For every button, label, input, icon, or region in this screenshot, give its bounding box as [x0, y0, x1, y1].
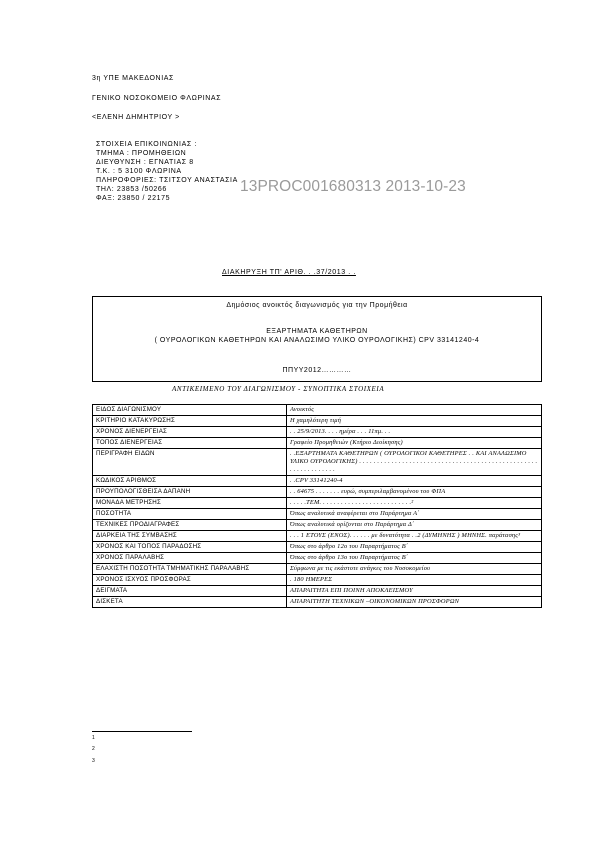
row-value: . . 64675 . . . . . . . ευρώ, συμπεριλαμβανομένου του ΦΠΑ	[287, 487, 542, 498]
table-row	[93, 416, 542, 427]
row-label: ΕΛΑΧΙΣΤΗ ΠΟΣΟΤΗΤΑ ΤΜΗΜΑΤΙΚΗΣ ΠΑΡΑΛΑΒΗΣ	[93, 564, 287, 575]
tender-box-line3: ( ΟΥΡΟΛΟΓΙΚΩΝ ΚΑΘΕΤΗΡΩΝ ΚΑΙ ΑΝΑΛΩΣΙΜΟ ΥΛΙΚΟ ΟΥΡΟΛΟΓΙΚΗΣ) CPV 33141240-4	[154, 337, 480, 344]
contact-phone: ΤΗΛ: 23853 /50266	[96, 186, 167, 193]
contact-postal: Τ.Κ. : 5 3100 ΦΛΩΡΙΝΑ	[96, 168, 182, 175]
header-region: 3η ΥΠΕ ΜΑΚΕΔΟΝΙΑΣ	[92, 75, 174, 82]
table-row	[93, 531, 542, 542]
row-label: ΧΡΟΝΟΣ ΙΣΧΥΟΣ ΠΡΟΣΦΟΡΑΣ	[93, 575, 287, 586]
row-value: . .ΕΞΑΡΤΗΜΑΤΑ ΚΑΘΕΤΗΡΩΝ ( ΟΥΡΟΛΟΓΙΚΟΙ ΚΑΘΕΤΗΡΕΣ . . ΚΑΙ ΑΝΑΛΩΣΙΜΟ ΥΛΙΚΟ ΟΥΡΟΛΟΓΙΚΗΣ) . . . . . . . . . . . . . . . . . . . . . . . . . . . . . . . . . . . . . . . . . . . . . . . . . . . . . . . . . . . . . . .	[287, 449, 542, 476]
row-label: ΧΡΟΝΟΣ ΚΑΙ ΤΟΠΟΣ ΠΑΡΑΔΟΣΗΣ	[93, 542, 287, 553]
table-row	[93, 586, 542, 597]
row-value: ΑΠΑΡΑΙΤΗΤΑ ΕΠΙ ΠΟΙΝΗ ΑΠΟΚΛΕΙΣΜΟΥ	[287, 586, 542, 597]
row-label: ΕΙΔΟΣ ΔΙΑΓΩΝΙΣΜΟΥ	[93, 405, 287, 416]
row-label: ΠΡΟΥΠΟΛΟΓΙΣΘΕΙΣΑ ΔΑΠΑΝΗ	[93, 487, 287, 498]
header-placeholder-name: <ΕΛΕΝΗ ΔΗΜΗΤΡΙΟΥ >	[92, 114, 180, 121]
row-value: Όπως στο άρθρο 12ο του Παραρτήματος Β΄	[287, 542, 542, 553]
row-label: ΔΙΣΚΕΤΑ	[93, 597, 287, 608]
row-label: ΤΟΠΟΣ ΔΙΕΝΕΡΓΕΙΑΣ	[93, 438, 287, 449]
table-row	[93, 438, 542, 449]
row-value: . 180 ΗΜΕΡΕΣ	[287, 575, 542, 586]
table-row	[93, 476, 542, 487]
contact-fax: ΦΑΞ: 23850 / 22175	[96, 195, 171, 202]
table-row	[93, 449, 542, 476]
contact-address: ΔΙΕΥΘΥΝΣΗ : ΕΓΝΑΤΙΑΣ 8	[96, 159, 194, 166]
table-row	[93, 597, 542, 608]
declaration-number: ΔΙΑΚΗΡΥΞΗ ΤΠ' ΑΡΙΘ. . .37/2013 . .	[222, 269, 356, 276]
table-row	[93, 553, 542, 564]
row-label: ΚΡΙΤΗΡΙΟ ΚΑΤΑΚΥΡΩΣΗΣ	[93, 416, 287, 427]
footnote-separator	[92, 731, 192, 732]
row-value: . . . 1 ΕΤΟΥΣ (ΕΝΟΣ). . . . . . με δυνατότητα . .2 (ΔΥΜΗΝΗΣ ) ΜΗΝΗΣ. παράτασης³	[287, 531, 542, 542]
summary-table	[92, 404, 542, 608]
table-row	[93, 520, 542, 531]
footnote-2: 2	[92, 746, 95, 752]
header-hospital: ΓΕΝΙΚΟ ΝΟΣΟΚΟΜΕΙΟ ΦΛΩΡΙΝΑΣ	[92, 95, 222, 102]
table-row	[93, 575, 542, 586]
row-label: ΠΟΣΟΤΗΤΑ	[93, 509, 287, 520]
row-value: Ανοικτός	[287, 405, 542, 416]
row-label: ΔΕΙΓΜΑΤΑ	[93, 586, 287, 597]
row-label: ΤΕΧΝΙΚΕΣ ΠΡΟΔΙΑΓΡΑΦΕΣ	[93, 520, 287, 531]
row-value: Όπως αναλυτικά ορίζονται στο Παράρτημα Δ΄	[287, 520, 542, 531]
table-row	[93, 542, 542, 553]
tender-box-line1: Δημόσιος ανοικτός διαγωνισμός για την Προμήθεια	[226, 302, 408, 309]
registry-stamp: 13PROC001680313 2013-10-23	[240, 178, 466, 195]
row-value: ΑΠΑΡΑΙΤΗΤΗ ΤΕΧΝΙΚΩΝ –ΟΙΚΟΝΟΜΙΚΩΝ ΠΡΟΣΦΟΡΩΝ	[287, 597, 542, 608]
row-label: ΠΕΡΙΓΡΑΦΗ ΕΙΔΩΝ	[93, 449, 287, 476]
row-value: Η χαμηλότερη τιμή	[287, 416, 542, 427]
row-value: Όπως αναλυτικά αναφέρεται στο Παράρτημα Α΄	[287, 509, 542, 520]
row-label: ΧΡΟΝΟΣ ΠΑΡΑΛΑΒΗΣ	[93, 553, 287, 564]
row-value: Σύμφωνα με τις εκάστοτε ανάγκες του Νοσοκομείου	[287, 564, 542, 575]
contact-info: ΠΛΗΡΟΦΟΡΙΕΣ: ΤΣΙΤΣΟΥ ΑΝΑΣΤΑΣΙΑ	[96, 177, 238, 184]
table-row	[93, 427, 542, 438]
tender-box-line4: ΠΠΥΥ2012…………	[282, 367, 352, 374]
contact-title: ΣΤΟΙΧΕΙΑ ΕΠΙΚΟΙΝΩΝΙΑΣ :	[96, 141, 197, 148]
table-row	[93, 509, 542, 520]
row-value: . .CPV 33141240-4	[287, 476, 542, 487]
table-row	[93, 498, 542, 509]
row-label: ΔΙΑΡΚΕΙΑ ΤΗΣ ΣΥΜΒΑΣΗΣ	[93, 531, 287, 542]
tender-box	[92, 296, 542, 382]
row-value: . . . . .ΤΕΜ. . . . . . . . . . . . . . . . . . . . . . . . . .²	[287, 498, 542, 509]
row-value: . . 25/9/2013. . . . ημέρα . . . 11πμ. . .	[287, 427, 542, 438]
row-value: Όπως στο άρθρο 13ο του Παραρτήματος Β΄	[287, 553, 542, 564]
row-label: ΧΡΟΝΟΣ ΔΙΕΝΕΡΓΕΙΑΣ	[93, 427, 287, 438]
table-row	[93, 564, 542, 575]
footnote-1: 1	[92, 735, 95, 741]
row-label: ΜΟΝΑΔΑ ΜΕΤΡΗΣΗΣ	[93, 498, 287, 509]
table-row	[93, 487, 542, 498]
contact-dept: ΤΜΗΜΑ : ΠΡΟΜΗΘΕΙΩΝ	[96, 150, 187, 157]
tender-box-line2: ΕΞΑΡΤΗΜΑΤΑ ΚΑΘΕΤΗΡΩΝ	[266, 328, 368, 335]
footnote-3: 3	[92, 758, 95, 764]
row-label: ΚΩΔΙΚΟΣ ΑΡΙΘΜΟΣ	[93, 476, 287, 487]
table-row	[93, 405, 542, 416]
row-value: Γραφείο Προμηθειών (Κτήριο Διοίκησης)	[287, 438, 542, 449]
section-title: ΑΝΤΙΚΕΙΜΕΝΟ ΤΟΥ ΔΙΑΓΩΝΙΣΜΟΥ - ΣΥΝΟΠΤΙΚΑ ΣΤΟΙΧΕΙΑ	[172, 385, 385, 393]
